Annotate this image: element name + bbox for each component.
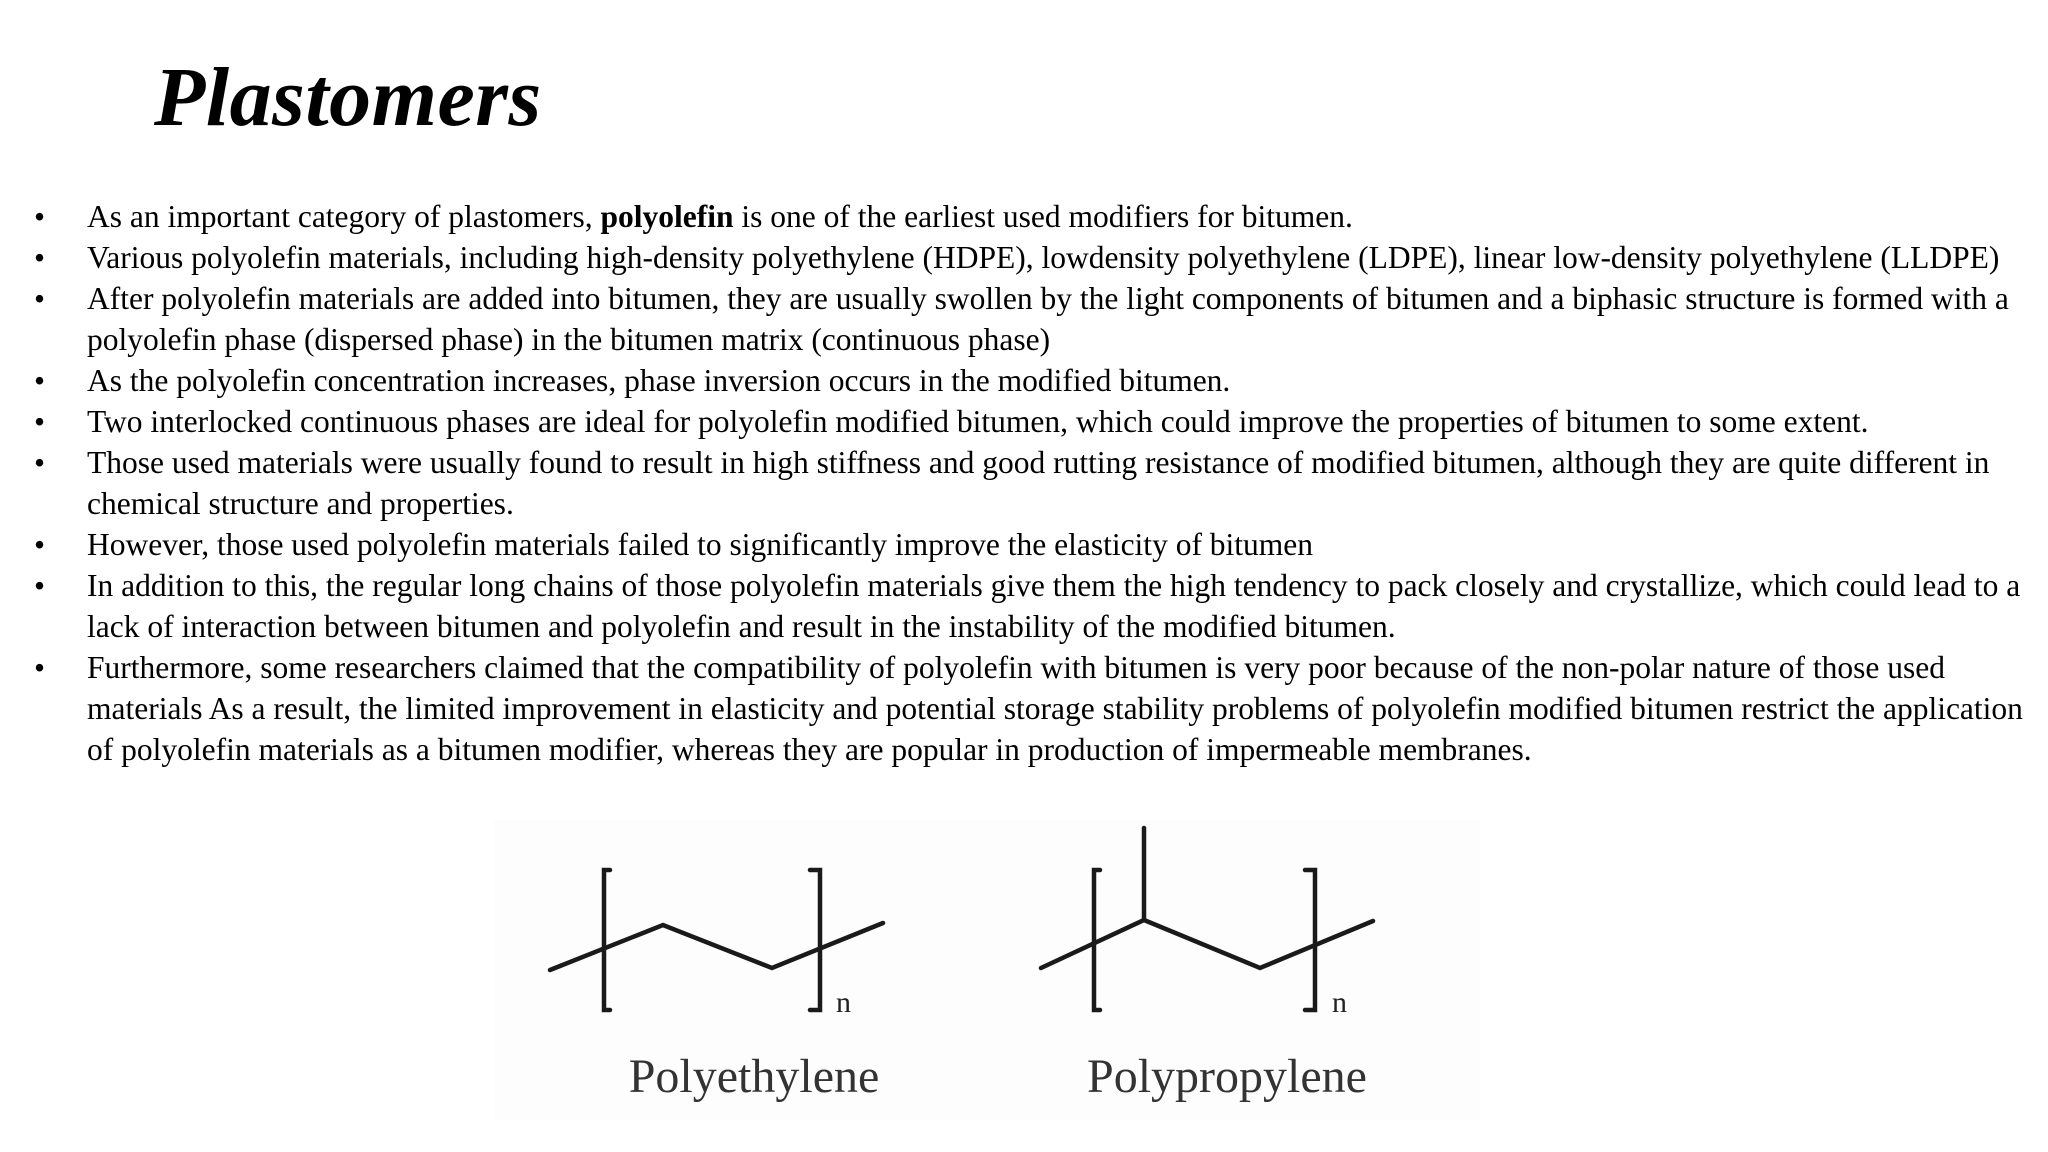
bullet-text-bold: polyolefin [600, 199, 734, 234]
bullet-marker: • [34, 281, 46, 316]
polypropylene-subscript-n: n [1332, 986, 1347, 1019]
bullet-text: As the polyolefin concentration increases, phase inversion occurs in the modified bitumen. [87, 363, 1231, 398]
bullet-item [34, 565, 2044, 647]
bullet-item [34, 442, 2044, 524]
bullet-text-before: As an important category of plastomers, [87, 199, 601, 234]
structure-figure [494, 820, 1480, 1120]
bullet-item [34, 278, 2044, 360]
bullet-item [34, 401, 2044, 442]
bullet-text: Various polyolefin materials, including high-density polyethylene (HDPE), lowdensity polyethylene (LDPE), linear low-density polyethylene (LLDPE) [87, 240, 2000, 275]
bullet-marker: • [34, 404, 46, 439]
bullet-text: However, those used polyolefin materials failed to significantly improve the elasticity of bitumen [87, 527, 1314, 562]
bullet-item [34, 524, 2044, 565]
polypropylene-right-bracket [1305, 870, 1315, 1010]
bullet-marker: • [34, 199, 46, 234]
bullet-item [34, 237, 2044, 278]
bullet-item [34, 360, 2044, 401]
polyethylene-chain [550, 923, 883, 970]
bullet-marker: • [34, 363, 46, 398]
polyethylene-subscript-n: n [836, 986, 851, 1019]
polyethylene-structure [550, 870, 883, 1103]
polypropylene-structure [1041, 828, 1373, 1103]
polyethylene-left-bracket [604, 870, 610, 1010]
bullet-text: Those used materials were usually found to result in high stiffness and good rutting resistance of modified bitumen, although they are quite different in chemical structure and properties. [87, 445, 1990, 521]
bullet-marker: • [34, 240, 46, 275]
polyethylene-right-bracket [810, 870, 820, 1010]
polypropylene-chain [1041, 920, 1373, 968]
polyethylene-label: Polyethylene [628, 1050, 880, 1103]
bullet-item [34, 196, 2044, 237]
bullet-text: Two interlocked continuous phases are ideal for polyolefin modified bitumen, which could improve the properties of bitumen to some extent. [87, 404, 1869, 439]
bullet-text: In addition to this, the regular long chains of those polyolefin materials give them the high tendency to pack closely and crystallize, which could lead to a lack of interaction between bitumen and polyolefin and result in the instability of the modified bitumen. [87, 568, 2021, 644]
structure-diagram [494, 820, 1480, 1120]
bullet-marker: • [34, 445, 46, 480]
slide-title: Plastomers [154, 51, 542, 144]
bullet-marker: • [34, 650, 46, 685]
bullet-marker: • [34, 568, 46, 603]
bullet-text: After polyolefin materials are added into bitumen, they are usually swollen by the light components of bitumen and a biphasic structure is formed with a polyolefin phase (dispersed phase) in the bitumen matrix (continuous phase) [87, 281, 2009, 357]
polypropylene-label: Polypropylene [1087, 1050, 1367, 1103]
bullet-text-after: is one of the earliest used modifiers for bitumen. [733, 199, 1353, 234]
bullet-marker: • [34, 527, 46, 562]
bullet-text: Furthermore, some researchers claimed that the compatibility of polyolefin with bitumen is very poor because of the non-polar nature of those used materials As a result, the limited improvement in elasticity and potential storage stability problems of polyolefin modified bitumen restrict the application of polyolefin materials as a bitumen modifier, whereas they are popular in production of impermeable membranes. [87, 650, 2023, 767]
bullet-item [34, 647, 2044, 770]
bullet-list [34, 196, 2044, 770]
